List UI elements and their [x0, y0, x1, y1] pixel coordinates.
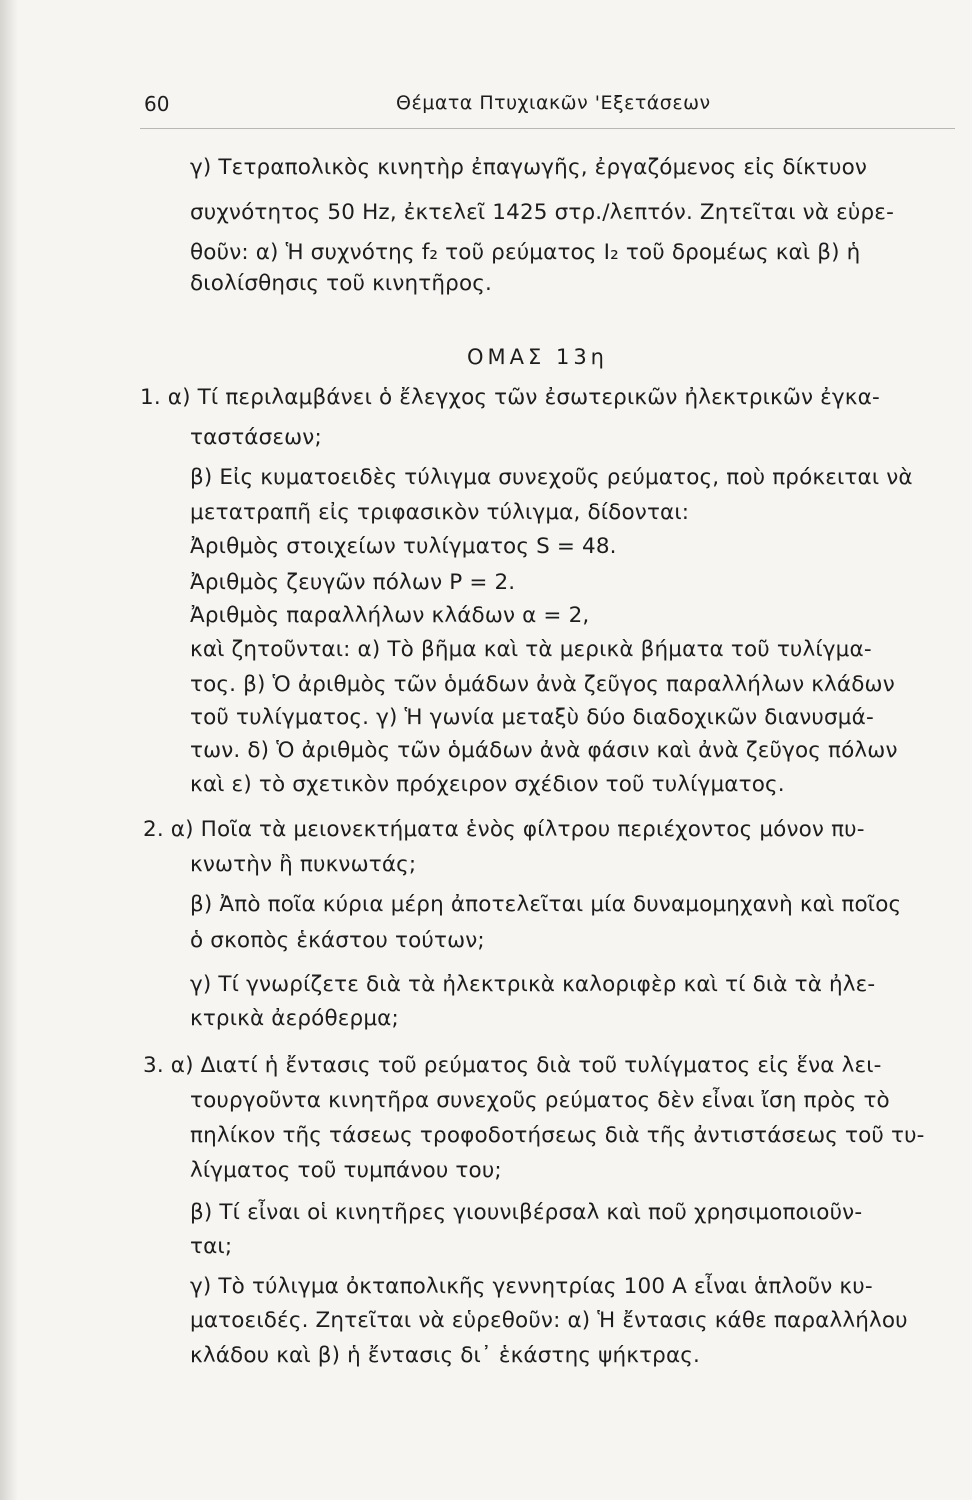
text-line: β) Ἀπὸ ποῖα κύρια μέρη ἀποτελεῖται μία δυναμομηχανὴ καὶ ποῖος	[190, 892, 902, 917]
text-line: ται;	[190, 1234, 233, 1259]
running-title: Θέματα Πτυχιακῶν 'Εξετάσεων	[396, 92, 711, 114]
text-line: γ) Τετραπολικὸς κινητὴρ ἐπαγωγῆς, ἐργαζόμενος εἰς δίκτυον	[190, 155, 868, 180]
text-line: των. δ) Ὁ ἀριθμὸς τῶν ὁμάδων ἀνὰ φάσιν καὶ ἀνὰ ζεῦγος πόλων	[190, 738, 898, 763]
text-line: καὶ ζητοῦνται: α) Τὸ βῆμα καὶ τὰ μερικὰ βήματα τοῦ τυλίγμα-	[190, 637, 872, 662]
section-title: ΟΜΑΣ 13η	[467, 345, 608, 369]
header-rule	[140, 128, 955, 129]
text-line: ὁ σκοπὸς ἑκάστου τούτων;	[190, 928, 485, 953]
page-edge-shadow	[0, 0, 18, 1500]
text-line: Ἀριθμὸς στοιχείων τυλίγματος S = 48.	[190, 534, 617, 559]
page-number: 60	[144, 92, 170, 116]
text-line: Ἀριθμὸς ζευγῶν πόλων P = 2.	[190, 570, 516, 595]
text-line: κλάδου καὶ β) ἡ ἔντασις δι᾽ ἑκάστης ψήκτρας.	[190, 1343, 701, 1368]
text-line: λίγματος τοῦ τυμπάνου του;	[190, 1158, 502, 1183]
text-line: τοῦ τυλίγματος. γ) Ἡ γωνία μεταξὺ δύο διαδοχικῶν διανυσμά-	[190, 705, 874, 730]
text-line: τουργοῦντα κινητῆρα συνεχοῦς ρεύματος δὲν εἶναι ἴση πρὸς τὸ	[190, 1088, 890, 1113]
text-line: κνωτὴν ἢ πυκνωτάς;	[190, 852, 417, 877]
text-line: Ἀριθμὸς παραλλήλων κλάδων α = 2,	[190, 603, 590, 628]
page-header	[134, 90, 954, 120]
text-line: 3. α) Διατί ἡ ἔντασις τοῦ ρεύματος διὰ τοῦ τυλίγματος εἰς ἕνα λει-	[143, 1053, 882, 1078]
text-line: ματοειδές. Ζητεῖται νὰ εὑρεθοῦν: α) Ἡ ἔντασις κάθε παραλλήλου	[190, 1308, 908, 1333]
text-line: μετατραπῆ εἰς τριφασικὸν τύλιγμα, δίδονται:	[190, 500, 690, 525]
text-line: β) Εἰς κυματοειδὲς τύλιγμα συνεχοῦς ρεύματος, ποὺ πρόκειται νὰ	[190, 465, 913, 490]
text-line: θοῦν: α) Ἡ συχνότης f₂ τοῦ ρεύματος I₂ τοῦ δρομέως καὶ β) ἡ	[190, 240, 861, 265]
text-line: καὶ ε) τὸ σχετικὸν πρόχειρον σχέδιον τοῦ τυλίγματος.	[190, 772, 785, 797]
text-line: 2. α) Ποῖα τὰ μειονεκτήματα ἑνὸς φίλτρου περιέχοντος μόνον πυ-	[143, 817, 865, 842]
text-line: β) Τί εἶναι οἱ κινητῆρες γιουνιβέρσαλ καὶ ποῦ χρησιμοποιοῦν-	[190, 1200, 863, 1225]
text-line: γ) Τί γνωρίζετε διὰ τὰ ἠλεκτρικὰ καλοριφὲρ καὶ τί διὰ τὰ ἠλε-	[190, 972, 876, 997]
text-line: γ) Τὸ τύλιγμα ὀκταπολικῆς γεννητρίας 100 A εἶναι ἁπλοῦν κυ-	[190, 1274, 873, 1299]
text-line: 1. α) Τί περιλαμβάνει ὁ ἔλεγχος τῶν ἐσωτερικῶν ἠλεκτρικῶν ἐγκα-	[140, 385, 880, 410]
text-line: πηλίκον τῆς τάσεως τροφοδοτήσεως διὰ τῆς ἀντιστάσεως τοῦ τυ-	[190, 1123, 925, 1148]
text-line: ταστάσεων;	[190, 425, 322, 450]
text-line: κτρικὰ ἀερόθερμα;	[190, 1006, 399, 1031]
text-line: διολίσθησις τοῦ κινητῆρος.	[190, 271, 493, 296]
text-line: συχνότητος 50 Hz, ἐκτελεῖ 1425 στρ./λεπτόν. Ζητεῖται νὰ εὑρε-	[190, 200, 894, 225]
text-line: τος. β) Ὁ ἀριθμὸς τῶν ὁμάδων ἀνὰ ζεῦγος παραλλήλων κλάδων	[190, 672, 895, 697]
